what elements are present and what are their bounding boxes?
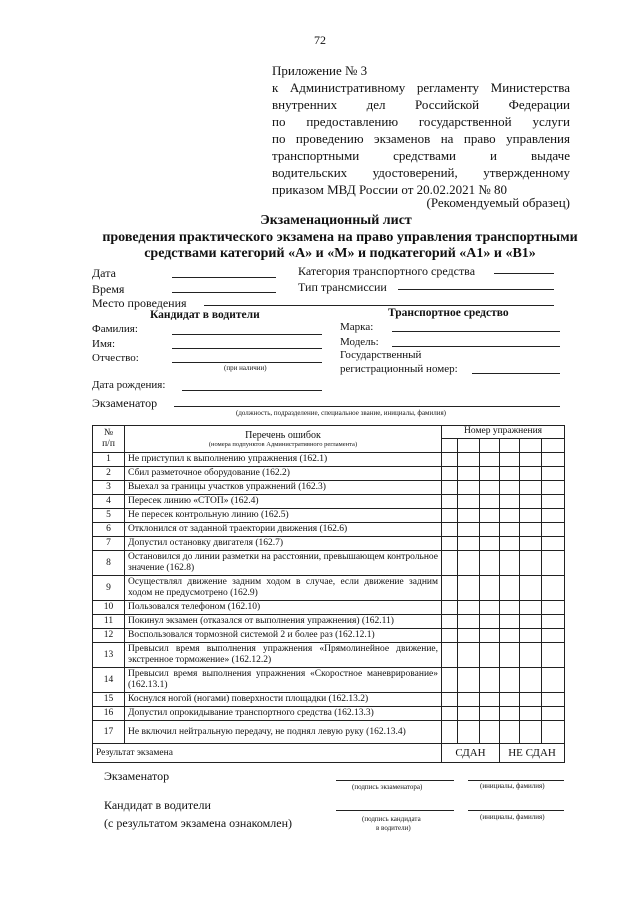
table-row (93, 576, 565, 601)
error-mark-cell[interactable] (480, 523, 500, 537)
patronymic-label: Отчество: (92, 352, 139, 364)
error-mark-cell[interactable] (480, 707, 500, 721)
error-mark-cell[interactable] (442, 601, 458, 615)
result-row (93, 744, 565, 763)
error-mark-cell[interactable] (458, 509, 480, 523)
table-row (93, 693, 565, 707)
row-number: 14 (93, 668, 125, 693)
error-mark-cell[interactable] (442, 537, 458, 551)
error-mark-cell[interactable] (480, 643, 500, 668)
exercise-cell[interactable] (442, 438, 458, 452)
error-mark-cell[interactable] (542, 537, 565, 551)
examiner-signature-field[interactable] (336, 780, 454, 781)
sign-examiner-label: Экзаменатор (104, 769, 170, 783)
error-mark-cell[interactable] (442, 523, 458, 537)
error-mark-cell[interactable] (442, 693, 458, 707)
appendix-title: Приложение № 3 (272, 63, 368, 78)
row-error-text: Воспользовался тормозной системой 2 и более раз (162.12.1) (125, 629, 442, 643)
col-errors-title: Перечень ошибок (245, 429, 321, 441)
error-mark-cell[interactable] (520, 453, 542, 467)
error-mark-cell[interactable] (480, 629, 500, 643)
error-mark-cell[interactable] (542, 601, 565, 615)
error-mark-cell[interactable] (458, 668, 480, 693)
error-mark-cell[interactable] (458, 495, 480, 509)
vehicle-category-label: Категория транспортного средства (298, 264, 476, 278)
table-row (93, 668, 565, 693)
place-label: Место проведения (92, 296, 187, 310)
time-field[interactable] (172, 292, 276, 293)
col-errors-header (125, 426, 442, 453)
error-mark-cell[interactable] (458, 481, 480, 495)
error-mark-cell[interactable] (458, 643, 480, 668)
candidate-heading: Кандидат в водители (150, 309, 260, 321)
error-mark-cell[interactable] (500, 601, 520, 615)
form-subtitle-line1: проведения практического экзамена на право управления транспортными (102, 230, 578, 245)
error-mark-cell[interactable] (542, 615, 565, 629)
row-error-text: Превысил время выполнения упражнения «Прямолинейное движение, экстренное торможение» (162.12.2) (125, 643, 442, 668)
error-mark-cell[interactable] (500, 668, 520, 693)
row-number: 11 (93, 615, 125, 629)
error-mark-cell[interactable] (520, 721, 542, 744)
error-mark-cell[interactable] (442, 643, 458, 668)
error-mark-cell[interactable] (500, 495, 520, 509)
form-subtitle-line2: средствами категорий «А» и «М» и подкатегорий «А1» и «В1» (144, 246, 536, 261)
row-number: 1 (93, 453, 125, 467)
error-mark-cell[interactable] (458, 721, 480, 744)
row-error-text: Допустил опрокидывание транспортного средства (162.13.3) (125, 707, 442, 721)
exercise-cell[interactable] (500, 438, 520, 452)
error-mark-cell[interactable] (442, 707, 458, 721)
examiner-name-hint: (инициалы, фамилия) (480, 782, 545, 790)
error-mark-cell[interactable] (500, 551, 520, 576)
error-mark-cell[interactable] (480, 481, 500, 495)
model-field[interactable] (392, 346, 560, 347)
appendix-line: транспортными средствами и выдаче (272, 148, 570, 163)
error-mark-cell[interactable] (442, 721, 458, 744)
table-row (93, 643, 565, 668)
exercise-cell[interactable] (458, 438, 480, 452)
error-mark-cell[interactable] (442, 481, 458, 495)
error-mark-cell[interactable] (542, 453, 565, 467)
error-mark-cell[interactable] (500, 467, 520, 481)
error-mark-cell[interactable] (458, 467, 480, 481)
error-mark-cell[interactable] (442, 495, 458, 509)
examiner-name-field[interactable] (468, 780, 564, 781)
row-number: 16 (93, 707, 125, 721)
form-title: Экзаменационный лист (260, 213, 412, 228)
error-mark-cell[interactable] (500, 509, 520, 523)
table-header-row (93, 426, 565, 439)
error-mark-cell[interactable] (458, 551, 480, 576)
error-mark-cell[interactable] (500, 537, 520, 551)
error-mark-cell[interactable] (542, 551, 565, 576)
error-mark-cell[interactable] (542, 576, 565, 601)
result-passed[interactable]: СДАН (442, 744, 500, 763)
name-field[interactable] (172, 348, 322, 349)
row-number: 12 (93, 629, 125, 643)
row-number: 6 (93, 523, 125, 537)
appendix-line: по предоставлению государственной услуги (272, 114, 570, 129)
error-mark-cell[interactable] (542, 523, 565, 537)
row-error-text: Выехал за границы участков упражнений (162.3) (125, 481, 442, 495)
error-mark-cell[interactable] (480, 467, 500, 481)
row-number: 17 (93, 721, 125, 744)
error-mark-cell[interactable] (520, 537, 542, 551)
error-mark-cell[interactable] (500, 707, 520, 721)
vehicle-heading: Транспортное средство (388, 307, 509, 319)
error-mark-cell[interactable] (480, 576, 500, 601)
error-mark-cell[interactable] (500, 643, 520, 668)
error-mark-cell[interactable] (442, 576, 458, 601)
error-mark-cell[interactable] (520, 551, 542, 576)
examiner-hint: (должность, подразделение, специальное звание, инициалы, фамилия) (236, 409, 447, 417)
col-num-line2: п/п (102, 439, 115, 449)
error-mark-cell[interactable] (500, 576, 520, 601)
date-field[interactable] (172, 277, 276, 278)
exercise-cell[interactable] (520, 438, 542, 452)
error-mark-cell[interactable] (500, 481, 520, 495)
error-mark-cell[interactable] (458, 576, 480, 601)
row-number: 13 (93, 643, 125, 668)
row-error-text: Пересек линию «СТОП» (162.4) (125, 495, 442, 509)
surname-label: Фамилия: (92, 323, 138, 335)
error-mark-cell[interactable] (458, 523, 480, 537)
error-mark-cell[interactable] (542, 668, 565, 693)
row-error-text: Отклонился от заданной траектории движения (162.6) (125, 523, 442, 537)
exercise-cell[interactable] (542, 438, 565, 452)
table-row (93, 453, 565, 467)
row-error-text: Допустил остановку двигателя (162.7) (125, 537, 442, 551)
if-any-hint: (при наличии) (224, 364, 267, 372)
error-mark-cell[interactable] (542, 495, 565, 509)
result-failed[interactable]: НЕ СДАН (500, 744, 565, 763)
error-mark-cell[interactable] (520, 467, 542, 481)
recommended-sample: (Рекомендуемый образец) (426, 195, 570, 210)
error-mark-cell[interactable] (542, 693, 565, 707)
patronymic-field[interactable] (172, 362, 322, 363)
reg-number-field[interactable] (472, 373, 560, 374)
error-mark-cell[interactable] (520, 481, 542, 495)
error-mark-cell[interactable] (480, 615, 500, 629)
row-number: 2 (93, 467, 125, 481)
error-mark-cell[interactable] (458, 537, 480, 551)
error-mark-cell[interactable] (520, 643, 542, 668)
table-row (93, 495, 565, 509)
row-number: 8 (93, 551, 125, 576)
col-num-header (93, 426, 125, 453)
table-row (93, 629, 565, 643)
table-row (93, 523, 565, 537)
table-row (93, 707, 565, 721)
error-mark-cell[interactable] (442, 467, 458, 481)
examiner-field[interactable] (174, 406, 560, 407)
appendix-line: по проведению экзаменов на право управления (272, 131, 570, 146)
error-mark-cell[interactable] (520, 509, 542, 523)
errors-table (92, 425, 565, 763)
error-mark-cell[interactable] (520, 615, 542, 629)
error-mark-cell[interactable] (480, 721, 500, 744)
error-mark-cell[interactable] (458, 615, 480, 629)
table-row (93, 551, 565, 576)
col-num-line1: № (103, 428, 114, 438)
error-mark-cell[interactable] (542, 721, 565, 744)
row-error-text: Остановился до линии разметки на расстоянии, превышающем контрольное значение (162.8) (125, 551, 442, 576)
error-mark-cell[interactable] (480, 537, 500, 551)
reg-number-label-1: Государственный (340, 349, 422, 361)
error-mark-cell[interactable] (500, 693, 520, 707)
birth-date-field[interactable] (182, 390, 322, 391)
sign-candidate-note: (с результатом экзамена ознакомлен) (104, 816, 292, 830)
error-mark-cell[interactable] (442, 453, 458, 467)
error-mark-cell[interactable] (442, 509, 458, 523)
brand-label: Марка: (340, 321, 374, 333)
row-error-text: Покинул экзамен (отказался от выполнения упражнения) (162.11) (125, 615, 442, 629)
table-row (93, 537, 565, 551)
appendix-block (272, 63, 570, 198)
error-mark-cell[interactable] (520, 707, 542, 721)
surname-field[interactable] (172, 334, 322, 335)
table-row (93, 615, 565, 629)
error-mark-cell[interactable] (500, 523, 520, 537)
table-row (93, 467, 565, 481)
vehicle-category-field[interactable] (494, 273, 554, 274)
result-label: Результат экзамена (93, 744, 442, 763)
candidate-sign-hint-1: (подпись кандидата (362, 815, 421, 823)
brand-field[interactable] (392, 331, 560, 332)
error-mark-cell[interactable] (458, 693, 480, 707)
appendix-line: внутренних дел Российской Федерации (272, 97, 570, 112)
candidate-name-hint: (инициалы, фамилия) (480, 813, 545, 821)
appendix-line: водительских удостоверений, утвержденному (272, 165, 570, 180)
row-number: 10 (93, 601, 125, 615)
error-mark-cell[interactable] (442, 629, 458, 643)
error-mark-cell[interactable] (480, 509, 500, 523)
table-row (93, 509, 565, 523)
error-mark-cell[interactable] (458, 601, 480, 615)
error-mark-cell[interactable] (442, 615, 458, 629)
birth-date-label: Дата рождения: (92, 379, 166, 391)
appendix-line: приказом МВД России от 20.02.2021 № 80 (272, 182, 508, 197)
name-label: Имя: (92, 338, 116, 350)
error-mark-cell[interactable] (500, 615, 520, 629)
date-label: Дата (92, 266, 116, 280)
row-number: 4 (93, 495, 125, 509)
transmission-type-label: Тип трансмиссии (298, 280, 387, 294)
row-number: 9 (93, 576, 125, 601)
row-error-text: Не пересек контрольную линию (162.5) (125, 509, 442, 523)
appendix-text (272, 79, 570, 198)
col-errors-subtitle: (номера подпунктов Административного регламента) (208, 440, 358, 448)
error-mark-cell[interactable] (520, 629, 542, 643)
row-error-text: Превысил время выполнения упражнения «Скоростное маневрирование» (162.13.1) (125, 668, 442, 693)
transmission-type-field[interactable] (398, 289, 554, 290)
place-field[interactable] (204, 305, 554, 306)
error-mark-cell[interactable] (480, 693, 500, 707)
error-mark-cell[interactable] (442, 668, 458, 693)
col-exercise-header: Номер упражнения (442, 426, 565, 439)
row-number: 5 (93, 509, 125, 523)
page-number: 72 (314, 33, 326, 47)
error-mark-cell[interactable] (458, 707, 480, 721)
row-number: 15 (93, 693, 125, 707)
error-mark-cell[interactable] (542, 707, 565, 721)
error-mark-cell[interactable] (500, 453, 520, 467)
error-mark-cell[interactable] (542, 509, 565, 523)
error-mark-cell[interactable] (458, 453, 480, 467)
error-mark-cell[interactable] (500, 629, 520, 643)
sign-candidate-label: Кандидат в водители (104, 798, 211, 812)
exercise-cell[interactable] (480, 438, 500, 452)
table-row (93, 481, 565, 495)
candidate-sign-hint-2: в водители) (376, 824, 411, 832)
error-mark-cell[interactable] (458, 629, 480, 643)
error-mark-cell[interactable] (542, 481, 565, 495)
error-mark-cell[interactable] (520, 576, 542, 601)
row-number: 7 (93, 537, 125, 551)
row-error-text: Сбил разметочное оборудование (162.2) (125, 467, 442, 481)
row-number: 3 (93, 481, 125, 495)
row-error-text: Не приступил к выполнению упражнения (162.1) (125, 453, 442, 467)
error-mark-cell[interactable] (542, 467, 565, 481)
reg-number-label-2: регистрационный номер: (340, 363, 458, 375)
error-mark-cell[interactable] (480, 453, 500, 467)
error-mark-cell[interactable] (480, 601, 500, 615)
error-mark-cell[interactable] (480, 495, 500, 509)
error-mark-cell[interactable] (480, 551, 500, 576)
error-mark-cell[interactable] (520, 601, 542, 615)
appendix-line: к Административному регламенту Министерства (272, 80, 570, 95)
examiner-label: Экзаменатор (92, 396, 158, 410)
candidate-signature-field[interactable] (336, 810, 454, 811)
table-row (93, 601, 565, 615)
error-mark-cell[interactable] (520, 523, 542, 537)
error-mark-cell[interactable] (442, 551, 458, 576)
error-mark-cell[interactable] (480, 668, 500, 693)
candidate-name-field[interactable] (468, 810, 564, 811)
error-mark-cell[interactable] (542, 629, 565, 643)
error-mark-cell[interactable] (542, 643, 565, 668)
table-row (93, 721, 565, 744)
error-mark-cell[interactable] (500, 721, 520, 744)
examiner-sign-hint: (подпись экзаменатора) (352, 783, 423, 791)
time-label: Время (92, 282, 125, 296)
row-error-text: Коснулся ногой (ногами) поверхности площадки (162.13.2) (125, 693, 442, 707)
row-error-text: Осуществлял движение задним ходом в случае, если движение задним ходом не предусмотрено (162.9) (125, 576, 442, 601)
row-error-text: Пользовался телефоном (162.10) (125, 601, 442, 615)
row-error-text: Не включил нейтральную передачу, не поднял левую руку (162.13.4) (125, 721, 442, 744)
error-mark-cell[interactable] (520, 693, 542, 707)
error-mark-cell[interactable] (520, 495, 542, 509)
error-mark-cell[interactable] (520, 668, 542, 693)
model-label: Модель: (340, 336, 379, 348)
